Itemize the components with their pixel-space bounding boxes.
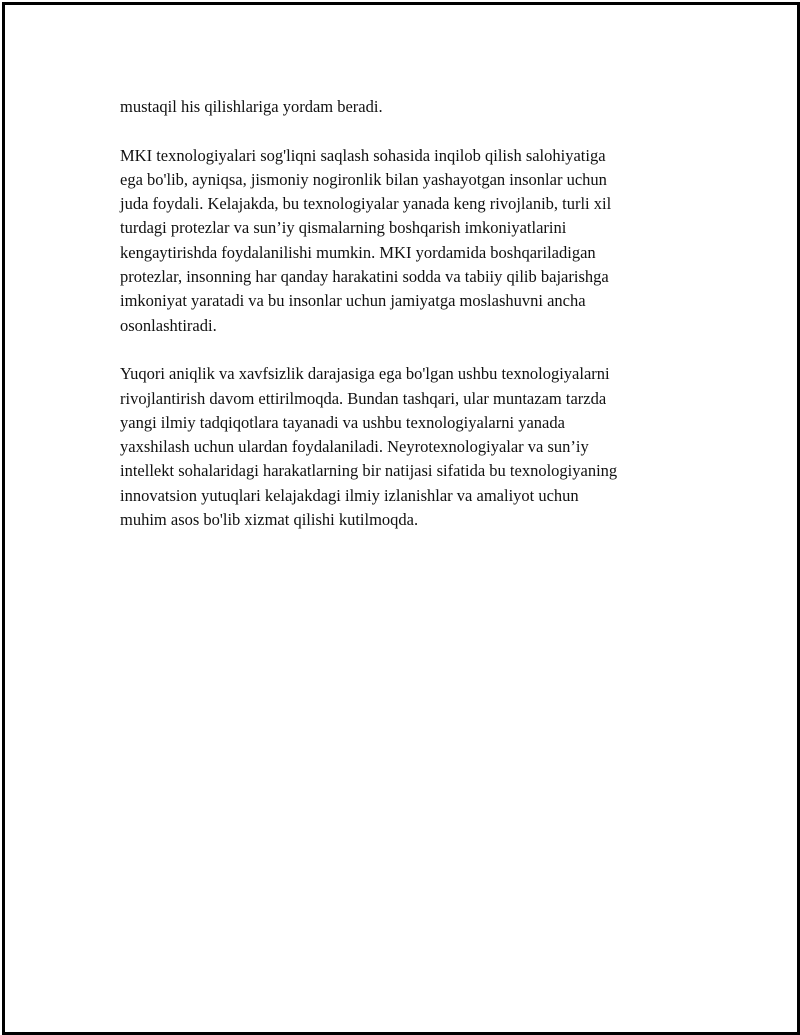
paragraph-continuation: mustaqil his qilishlariga yordam beradi. (120, 97, 383, 116)
paragraph-mki-healthcare: MKI texnologiyalari sog'liqni saqlash sohasida inqilob qilish salohiyatiga ega bo'lib, ayniqsa, jismoniy nogironlik bilan yashayotgan insonlar uchun juda foydali. Kelajakda, bu texnologiyalar yanada keng rivojlanib, turli xil turdagi protezlar va sun’iy qismalarning boshqarish imkoniyatlarini kengaytirishda foydalanilishi mumkin. MKI yordamida boshqariladigan protezlar, insonning har qanday harakatini sodda va tabiiy qilib bajarishga imkoniyat yaratadi va bu insonlar uchun jamiyatga moslashuvni ancha osonlashtiradi. (120, 145, 612, 335)
page-body (120, 95, 680, 557)
paragraph-development: Yuqori aniqlik va xavfsizlik darajasiga ega bo'lgan ushbu texnologiyalarni rivojlantirish davom ettirilmoqda. Bundan tashqari, ular muntazam tarzda yangi ilmiy tadqiqotlara tayanadi va ushbu texnologiyalarni yanada yaxshilash uchun ulardan foydalaniladi. Neyrotexnologiyalar va sun’iy intellekt sohalaridagi harakatlarning bir natijasi sifatida bu texnologiyaning innovatsion yutuqlari kelajakdagi ilmiy izlanishlar va amaliyot uchun muhim asos bo'lib xizmat qilishi kutilmoqda. (120, 364, 618, 530)
page-frame (2, 2, 800, 1035)
